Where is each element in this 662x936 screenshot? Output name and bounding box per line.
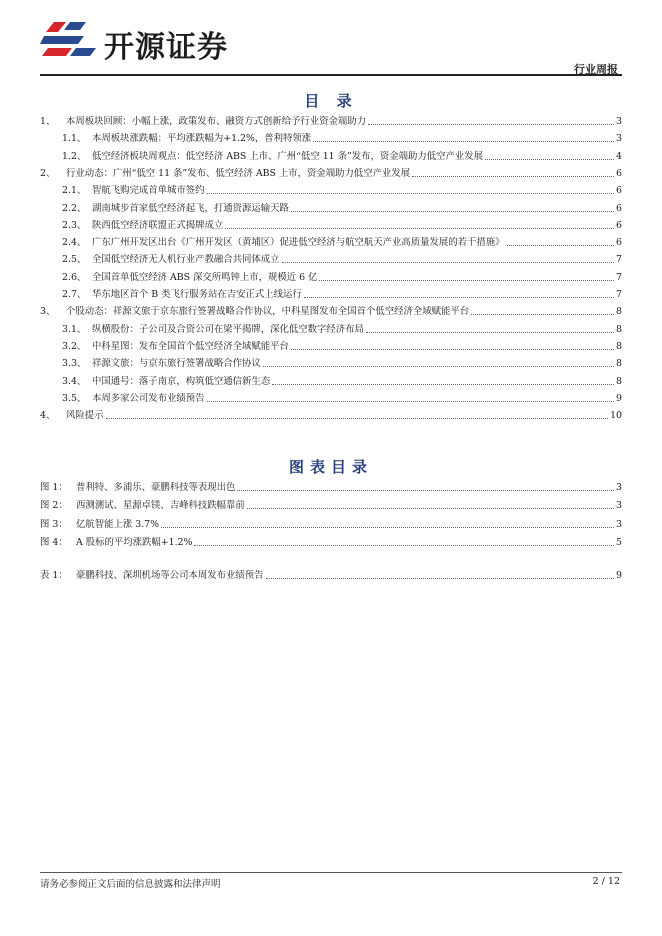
page-number: 2 / 12	[592, 876, 620, 887]
toc-entry[interactable]	[40, 517, 622, 531]
entry-label: 低空经济板块周观点：低空经济 ABS 上市、广州“低空 11 条”发布，资金端助力低空产业发展	[92, 150, 484, 162]
toc-entry[interactable]	[40, 149, 622, 163]
entry-number: 2.1、	[62, 185, 87, 197]
entry-page: 6	[616, 202, 622, 214]
entry-label: 本周板块涨跌幅：平均涨跌幅为+1.2%，普利特领涨	[92, 133, 312, 145]
entry-page: 7	[616, 289, 622, 300]
entry-page: 6	[616, 167, 622, 179]
entry-number: 1.2、	[62, 150, 87, 162]
entry-number: 2.5、	[62, 254, 87, 266]
entry-number: 3、	[40, 306, 56, 318]
toc-entry[interactable]	[40, 498, 622, 512]
entry-page: 9	[616, 392, 622, 404]
entry-page: 3	[616, 500, 622, 512]
entry-number: 4、	[40, 410, 56, 422]
dot-leader	[225, 228, 614, 229]
dot-leader	[485, 159, 614, 160]
entry-label: 湖南城步首家低空经济起飞，打通资源运输天路	[92, 202, 289, 214]
dot-leader	[161, 527, 614, 528]
dot-leader	[507, 245, 615, 246]
dot-leader	[247, 508, 614, 509]
logo-mark-icon	[40, 18, 100, 62]
footer-divider	[40, 872, 622, 873]
entry-number: 3.2、	[62, 340, 87, 352]
entry-page: 6	[616, 237, 622, 249]
dot-leader	[207, 193, 615, 194]
entry-label: 个股动态：祥源文旅于京东旅行签署战略合作协议，中科星图发布全国首个低空经济全域赋能平台	[66, 306, 470, 318]
entry-label: 智航飞购完成首单城市签约	[92, 185, 205, 197]
entry-label: 风险提示	[66, 410, 104, 422]
entry-number: 3.4、	[62, 375, 87, 387]
dot-leader	[471, 314, 614, 315]
entry-number: 图 3：	[40, 518, 68, 530]
entry-label: 祥源文旅：与京东旅行签署战略合作协议	[92, 358, 261, 370]
report-type: 行业周报	[574, 63, 618, 76]
entry-label: 纵横股份：子公司及合资公司在梁平揭牌，深化低空数字经济布局	[92, 323, 364, 335]
dot-leader	[207, 401, 615, 402]
entry-page: 6	[616, 219, 622, 231]
toc-entry[interactable]	[40, 374, 622, 388]
entry-number: 3.3、	[62, 358, 87, 370]
dot-leader	[368, 124, 614, 125]
toc-entry[interactable]	[40, 339, 622, 353]
dot-leader	[194, 545, 614, 546]
dot-leader	[412, 176, 614, 177]
entry-label: 亿航智能上涨 3.7%	[76, 518, 160, 530]
entry-number: 图 4：	[40, 536, 68, 548]
toc-entry[interactable]	[40, 480, 622, 494]
toc-entry[interactable]	[40, 252, 622, 266]
toc-entry[interactable]	[40, 304, 622, 318]
entry-number: 2.3、	[62, 219, 87, 231]
dot-leader	[263, 366, 614, 367]
entry-page: 8	[616, 306, 622, 318]
entry-number: 1、	[40, 116, 56, 127]
entry-page: 8	[616, 323, 622, 335]
entry-page: 8	[616, 375, 622, 387]
entry-number: 3.1、	[62, 323, 87, 335]
dot-leader	[291, 211, 614, 212]
entry-number: 图 2：	[40, 500, 68, 512]
entry-number: 2.4、	[62, 237, 87, 249]
dot-leader	[266, 578, 615, 579]
entry-label: 中科星图：发布全国首个低空经济全域赋能平台	[92, 340, 289, 352]
entry-label: 广东广州开发区出台《广州开发区（黄埔区）促进低空经济与航空航天产业高质量发展的若干措施》	[92, 237, 505, 249]
entry-number: 3.5、	[62, 392, 87, 404]
header-divider	[40, 74, 622, 76]
entry-page: 8	[616, 358, 622, 370]
entry-number: 2.7、	[62, 289, 87, 300]
dot-leader	[319, 280, 614, 281]
entry-page: 9	[616, 570, 622, 581]
entry-label: 本周多家公司发布业绩预告	[92, 392, 205, 404]
entry-page: 4	[616, 150, 622, 162]
entry-page: 10	[610, 410, 622, 422]
dot-leader	[237, 490, 614, 491]
entry-label: 全国低空经济无人机行业产教融合共同体成立	[92, 254, 280, 266]
entry-number: 2、	[40, 167, 56, 179]
entry-page: 7	[616, 254, 622, 266]
toc-entry[interactable]	[40, 568, 622, 582]
dot-leader	[313, 141, 614, 142]
toc-entry[interactable]	[40, 183, 622, 197]
footer-disclaimer: 请务必参阅正文后面的信息披露和法律声明	[40, 879, 221, 890]
dot-leader	[106, 418, 609, 419]
entry-page: 8	[616, 340, 622, 352]
entry-page: 3	[616, 116, 622, 127]
toc-entry[interactable]	[40, 391, 622, 405]
entry-label: A 股标的平均涨跌幅+1.2%	[76, 536, 193, 548]
entry-page: 5	[616, 536, 622, 548]
entry-number: 表 1：	[40, 570, 68, 581]
entry-label: 行业动态：广州“低空 11 条”发布、低空经济 ABS 上市，资金端助力低空产业发展	[66, 167, 411, 179]
entry-page: 7	[616, 271, 622, 283]
entry-number: 1.1、	[62, 133, 87, 145]
entry-label: 西测测试、星源卓镁、吉峰科技跌幅靠前	[76, 500, 245, 512]
toc-entry[interactable]	[40, 218, 622, 232]
entry-label: 普利特、多浦乐、豪鹏科技等表现出色	[76, 482, 236, 493]
toc-entry[interactable]	[40, 114, 622, 128]
entry-page: 6	[616, 185, 622, 197]
entry-page: 3	[616, 482, 622, 493]
entry-label: 中国通号：落子南京，构筑低空通信新生态	[92, 375, 271, 387]
toc-entry[interactable]	[40, 270, 622, 284]
brand-name: 开源证券	[104, 30, 228, 65]
entry-number: 2.6、	[62, 271, 87, 283]
dot-leader	[282, 262, 615, 263]
entry-label: 本周板块回顾：小幅上涨，政策发布、融资方式创新给予行业资金端助力	[66, 116, 367, 127]
entry-label: 华东地区首个 B 类飞行服务站在吉安正式上线运行	[92, 289, 302, 300]
toc-title: 目 录	[304, 92, 358, 110]
toc-entry[interactable]	[40, 408, 622, 422]
dot-leader	[291, 349, 614, 350]
dot-leader	[366, 332, 614, 333]
entry-page: 3	[616, 133, 622, 145]
toc-entry[interactable]	[40, 235, 622, 249]
entry-label: 全国首单低空经济 ABS 深交所鸣钟上市，规模近 6 亿	[92, 271, 318, 283]
entry-label: 豪鹏科技、深圳机场等公司本周发布业绩预告	[76, 570, 264, 581]
dot-leader	[272, 384, 614, 385]
entry-page: 3	[616, 518, 622, 530]
figures-title: 图表目录	[288, 458, 373, 476]
toc-entry[interactable]	[40, 356, 622, 370]
toc-entry[interactable]	[40, 166, 622, 180]
toc-entry[interactable]	[40, 535, 622, 549]
toc-entry[interactable]	[40, 287, 622, 301]
dot-leader	[304, 297, 614, 298]
toc-entry[interactable]	[40, 322, 622, 336]
entry-label: 陕西低空经济联盟正式揭牌成立	[92, 219, 224, 231]
toc-entry[interactable]	[40, 131, 622, 145]
entry-number: 图 1：	[40, 482, 68, 493]
toc-entry[interactable]	[40, 201, 622, 215]
entry-number: 2.2、	[62, 202, 87, 214]
